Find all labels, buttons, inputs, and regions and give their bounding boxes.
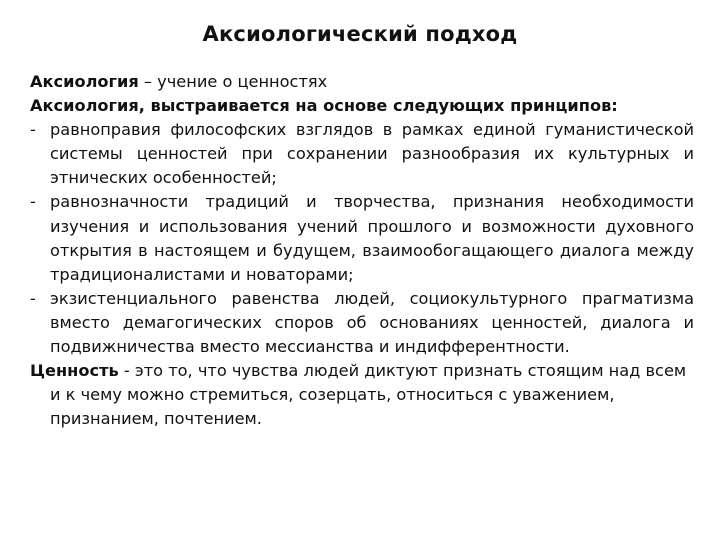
slide-content	[30, 70, 694, 431]
principle-text: равноправия философских взглядов в рамках единой гуманистической системы ценностей при сохранении разнообразия их культурных и этнических особенностей;	[50, 120, 694, 188]
bullet-dash: -	[30, 192, 36, 212]
value-definition-text: - это то, что чувства людей диктуют признать стоящим над всем и к чему можно стремиться, созерцать, относиться с уважением, признанием, почтением.	[50, 361, 687, 429]
bullet-dash: -	[30, 288, 36, 308]
principle-item	[30, 287, 694, 359]
value-term: Ценность	[30, 361, 119, 381]
value-definition	[30, 359, 694, 431]
axiology-term: Аксиология	[30, 72, 139, 91]
principle-item	[30, 190, 694, 286]
bullet-dash: -	[30, 120, 36, 140]
axiology-definition-text: – учение о ценностях	[138, 72, 328, 91]
axiology-definition	[30, 70, 694, 94]
principle-text: равнозначности традиций и творчества, признания необходимости изучения и использования учений прошлого и возможности духовного открытия в настоящем и будущем, взаимообогащающего диалога между традиционалистами и новаторами;	[50, 192, 694, 284]
principle-item	[30, 118, 694, 190]
slide-title: Аксиологический подход	[202, 22, 518, 46]
principle-text: экзистенциального равенства людей, социокультурного прагматизма вместо демагогических споров об основаниях ценностей, диалога и подвижничества вместо мессианства и индифферентности.	[50, 288, 694, 357]
principles-heading: Аксиология, выстраивается на основе следующих принципов:	[30, 96, 618, 116]
